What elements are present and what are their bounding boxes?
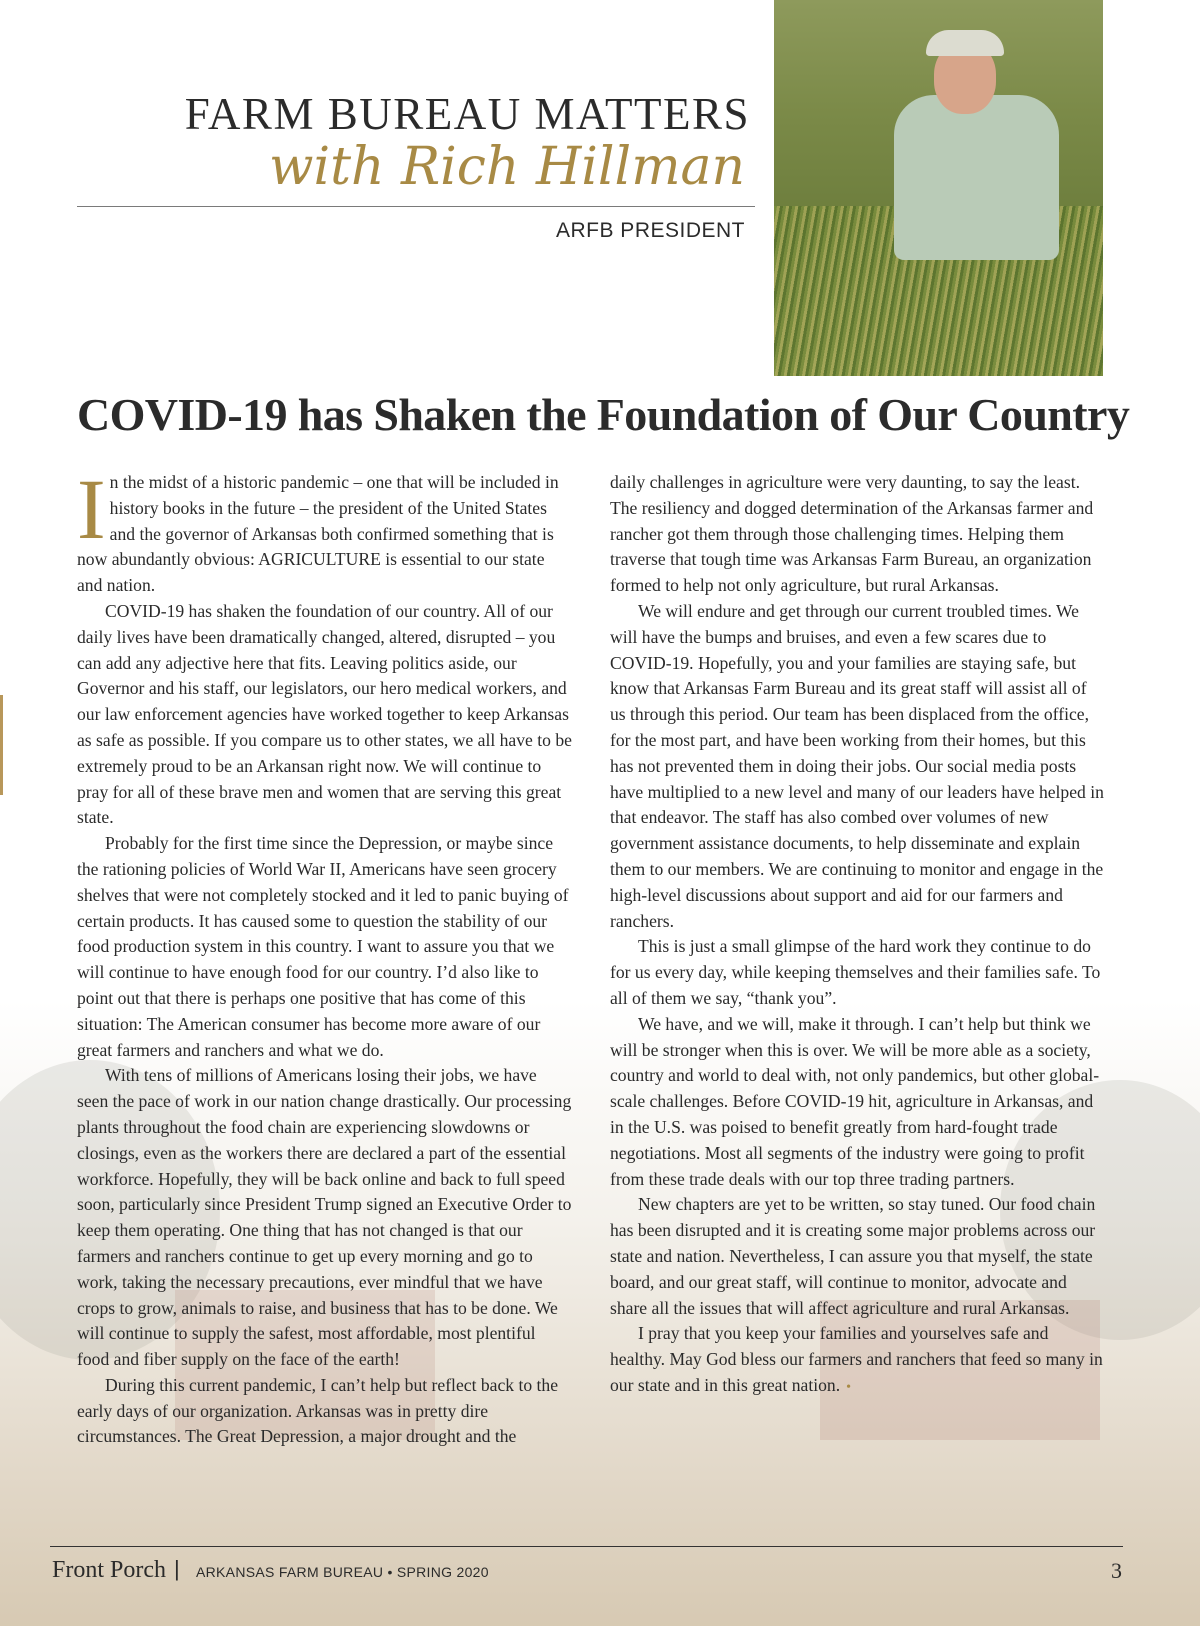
- end-mark-icon: •: [846, 1379, 852, 1395]
- column-title: FARM BUREAU MATTERS: [184, 89, 750, 139]
- masthead-divider: [77, 206, 755, 207]
- footer-organization-issue: ARKANSAS FARM BUREAU • SPRING 2020: [196, 1564, 489, 1580]
- paragraph: COVID-19 has shaken the foundation of our country. All of our daily lives have been dramatically changed, altered, disrupted – you can add any adjective here that fits. Leaving politics aside, our Governor and his staff, our legislators, our hero medical workers, and our law enforcement agencies have worked together to keep Arkansas as safe as possible. If you compare us to other states, we all have to be extremely proud to be an Arkansan right now. We will continue to pray for all of these brave men and women that are serving this great state.: [77, 600, 572, 828]
- photo-person-shirt: [894, 95, 1059, 260]
- paragraph: daily challenges in agriculture were very daunting, to say the least. The resiliency and dogged determination of the Arkansas farmer and rancher got them through those challenging times. Helping them traverse that tough time was Arkansas Farm Bureau, an organization formed to help not only agriculture, but rural Arkansas.: [610, 472, 1094, 596]
- paragraph: This is just a small glimpse of the hard work they continue to do for us every day, while keeping themselves and their families safe. To all of them we say, “thank you”.: [610, 936, 1101, 1008]
- drop-cap: I: [77, 461, 106, 557]
- paragraph: We will endure and get through our current troubled times. We will have the bumps and bruises, and even a few scares due to COVID-19. Hopefully, you and your families are staying safe, but know that Arkansas Farm Bureau and its great staff will assist all of us through this period. Our team has been displaced from the office, for the most part, and have been working from their homes, but this has not prevented them in doing their jobs. Our social media posts have multiplied to a new level and many of our leaders have helped in that endeavor. The staff has also combed over volumes of new government assistance documents, to help disseminate and explain them to our members. We are continuing to monitor and engage in the high-level discussions about support and aid for our farmers and ranchers.: [610, 600, 1104, 931]
- photo-person-cap: [926, 30, 1004, 56]
- paragraph: With tens of millions of Americans losing their jobs, we have seen the pace of work in our nation change drastically. Our processing plants throughout the food chain are experiencing slowdowns or closings, even as the workers there are declared a part of the essential workforce. Hopefully, they will be back online and back to full speed soon, particularly since President Trump signed an Executive Order to keep them operating. One thing that has not changed is that our farmers and ranchers continue to get up every morning and go to work, taking the necessary precautions, ever mindful that we have crops to grow, animals to raise, and business that has to be done. We will continue to supply the safest, most affordable, most plentiful food and fiber supply on the face of the earth!: [77, 1065, 572, 1370]
- paragraph: During this current pandemic, I can’t help but reflect back to the early days of our organization. Arkansas was in pretty dire circumstances. The Great Depression, a major drought and the: [77, 1374, 559, 1447]
- paragraph: Probably for the first time since the Depression, or maybe since the rationing policies of World War II, Americans have seen grocery shelves that were not completely stocked and it led to panic buying of certain products. It has caused some to question the stability of our food production system in this country. I want to assure you that we will continue to have enough food for our country. I’d also like to point out that there is perhaps one positive that has come of this situation: The American consumer has become more aware of our great farmers and ranchers and what we do.: [77, 833, 569, 1060]
- paragraph: We have, and we will, make it through. I can’t help but think we will be stronger when this is over. We will be more able as a society, country and world to deal with, not only pandemics, but other global-scale challenges. Before COVID-19 hit, agriculture in Arkansas, and in the U.S. was poised to benefit greatly from hard-fought trade negotiations. Most all segments of the industry were going to profit from these trade deals with our top three trading partners.: [610, 1013, 1100, 1189]
- paragraph: New chapters are yet to be written, so stay tuned. Our food chain has been disrupted and it is creating some major problems across our state and nation. Nevertheless, I can assure you that myself, the state board, and our great staff, will continue to monitor, advocate and share all the issues that will affect agriculture and rural Arkansas.: [610, 1194, 1096, 1318]
- author-role: ARFB PRESIDENT: [555, 219, 745, 242]
- article-headline: COVID-19 has Shaken the Foundation of Our Country: [77, 389, 1130, 440]
- article-column-right: [610, 470, 1105, 1401]
- article-column-left: [77, 461, 572, 1450]
- paragraph: [77, 461, 572, 599]
- publication-name: Front Porch: [52, 1557, 166, 1583]
- footer-separator: |: [174, 1556, 180, 1581]
- author-photo: [774, 0, 1103, 376]
- page-number: 3: [1111, 1558, 1122, 1583]
- column-byline: with Rich Hillman: [268, 137, 745, 197]
- paragraph-text: I pray that you keep your families and yourselves safe and healthy. May God bless our farmers and ranchers that feed so many in our state and in this great nation.: [610, 1323, 1103, 1395]
- paragraph: [610, 1321, 1105, 1400]
- footer-divider: [50, 1546, 1123, 1547]
- page-edge-tab: [0, 695, 3, 795]
- paragraph-text: n the midst of a historic pandemic – one that will be included in history books in the future – the president of the United States and the governor of Arkansas both confirmed something that is now abundantly obvious: AGRICULTURE is essential to our state and nation.: [77, 472, 559, 596]
